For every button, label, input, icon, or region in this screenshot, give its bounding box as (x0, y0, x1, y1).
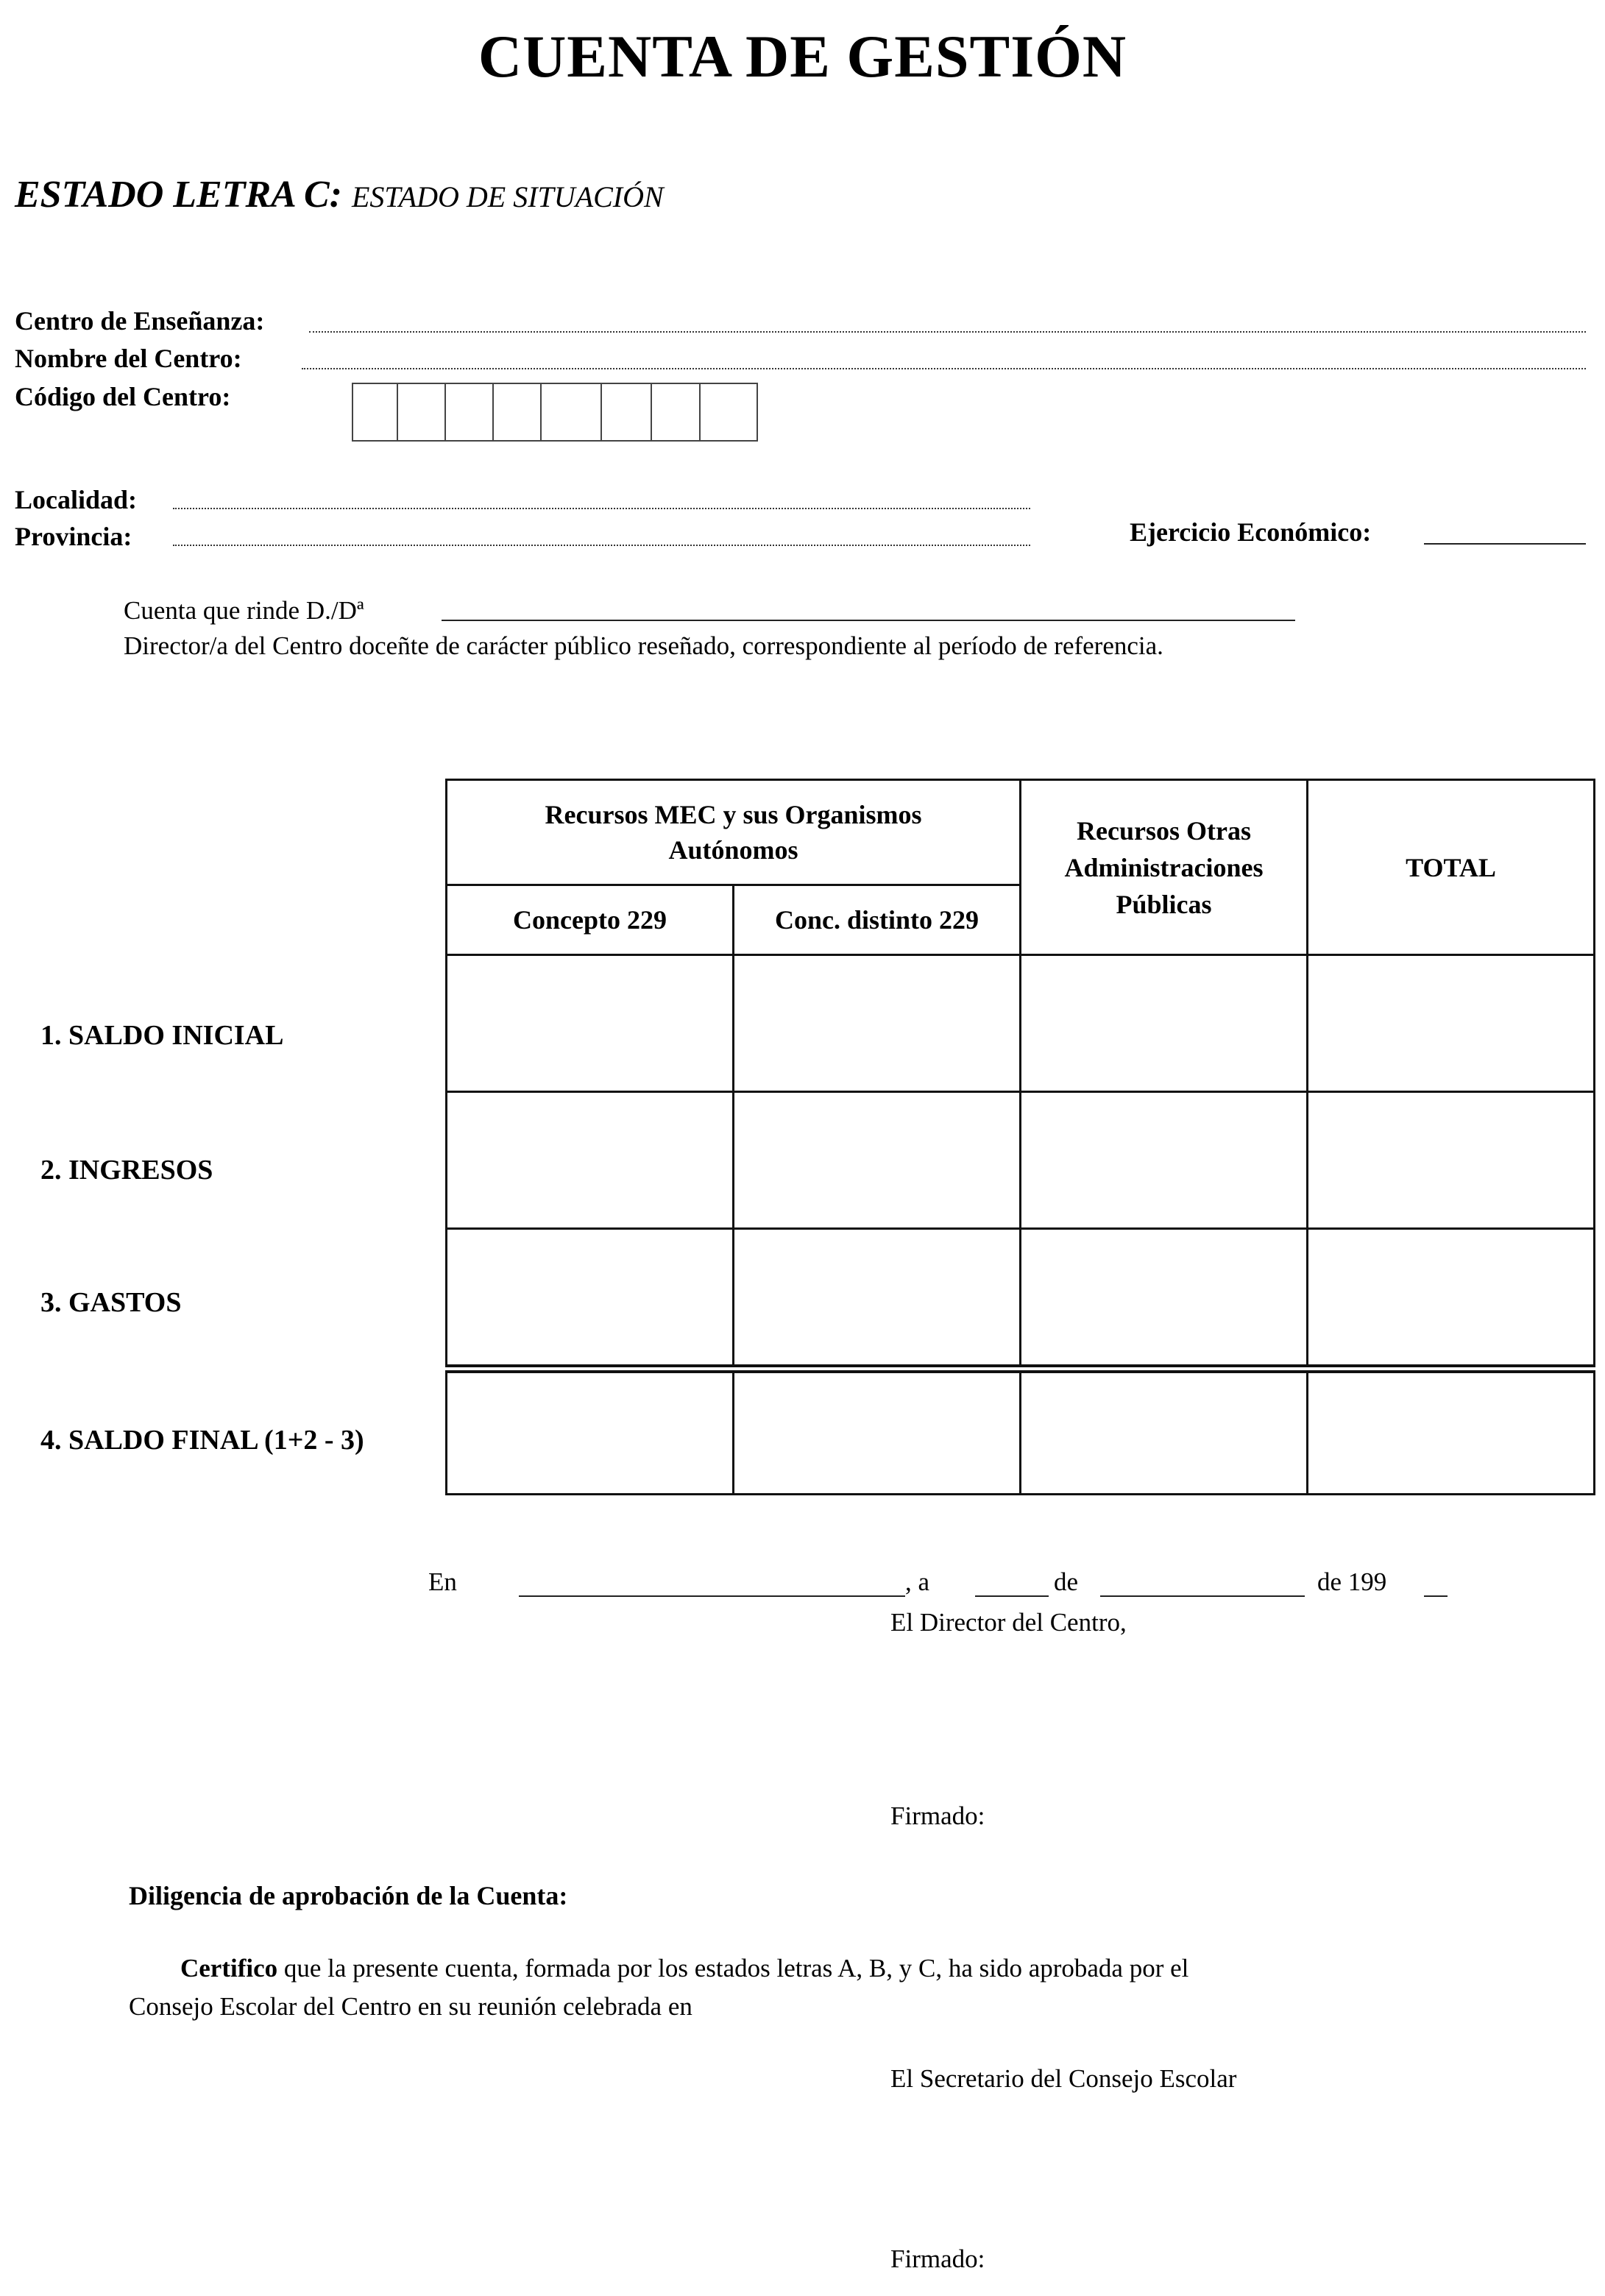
table-cell[interactable] (734, 1229, 1021, 1370)
row-label-ingresos: 2. INGRESOS (40, 1155, 213, 1186)
table-cell[interactable] (1308, 955, 1595, 1092)
table-cell[interactable] (1021, 1369, 1308, 1495)
situacion-table (445, 779, 1595, 1495)
consejo-text: Consejo Escolar del Centro en su reunión celebrada en (129, 1992, 692, 2021)
table-row-ingresos (447, 1092, 1595, 1229)
nombre-centro-line[interactable] (302, 368, 1586, 369)
table-cell[interactable] (734, 955, 1021, 1092)
year-line[interactable] (1424, 1595, 1448, 1597)
a-label: , a (905, 1567, 930, 1596)
table-cell[interactable] (1308, 1369, 1595, 1495)
table-cell[interactable] (447, 1229, 734, 1370)
ejercicio-line[interactable] (1424, 543, 1586, 545)
diligencia-heading: Diligencia de aprobación de la Cuenta: (129, 1881, 568, 1910)
month-line[interactable] (1100, 1595, 1305, 1597)
day-line[interactable] (975, 1595, 1049, 1597)
estado-heading (15, 173, 664, 216)
table-cell[interactable] (447, 1092, 734, 1229)
certifico-text (180, 1954, 1188, 1983)
en-label: En (428, 1567, 457, 1596)
table-row-gastos (447, 1229, 1595, 1370)
firmado-director: Firmado: (890, 1801, 985, 1830)
cuenta-rinde-line[interactable] (442, 620, 1295, 621)
table-cell[interactable] (447, 1369, 734, 1495)
table-cell[interactable] (1021, 955, 1308, 1092)
header-total: TOTAL (1308, 780, 1595, 955)
firmado-secretario: Firmado: (890, 2244, 985, 2273)
certifico-rest: que la presente cuenta, formada por los estados letras A, B, y C, ha sido aprobada por el (277, 1954, 1189, 1983)
header-conc-distinto-229: Conc. distinto 229 (734, 885, 1021, 955)
table-cell[interactable] (1308, 1092, 1595, 1229)
ejercicio-label: Ejercicio Económico: (1130, 517, 1372, 547)
de-year-label: de 199 (1317, 1567, 1387, 1596)
table-cell[interactable] (734, 1092, 1021, 1229)
director-sign-label: El Director del Centro, (890, 1608, 1127, 1637)
codigo-centro-boxes[interactable] (352, 383, 758, 442)
secretario-label: El Secretario del Consejo Escolar (890, 2064, 1237, 2093)
table-cell[interactable] (1308, 1229, 1595, 1370)
localidad-line[interactable] (173, 508, 1030, 509)
row-label-saldo-final: 4. SALDO FINAL (1+2 - 3) (40, 1425, 364, 1456)
document-title: CUENTA DE GESTIÓN (478, 23, 1127, 90)
cuenta-rinde-label: Cuenta que rinde D./Dª (124, 596, 364, 625)
table-cell[interactable] (1021, 1092, 1308, 1229)
centro-ensenanza-line[interactable] (309, 331, 1586, 333)
table-row-saldo-final (447, 1369, 1595, 1495)
centro-ensenanza-label: Centro de Enseñanza: (15, 306, 265, 336)
en-line[interactable] (519, 1595, 905, 1597)
certifico-bold: Certifico (180, 1954, 278, 1983)
table-cell[interactable] (734, 1369, 1021, 1495)
localidad-label: Localidad: (15, 485, 138, 514)
row-label-saldo-inicial: 1. SALDO INICIAL (40, 1020, 284, 1051)
director-text: Director/a del Centro doceñte de carácter público reseñado, correspondiente al período de referencia. (124, 631, 1163, 660)
row-label-gastos: 3. GASTOS (40, 1287, 182, 1318)
estado-label: ESTADO LETRA C: (15, 174, 342, 216)
provincia-line[interactable] (173, 545, 1030, 546)
header-concepto-229: Concepto 229 (447, 885, 734, 955)
table-row-saldo-inicial (447, 955, 1595, 1092)
header-recursos-otras: Recursos Otras Administraciones Públicas (1021, 780, 1308, 955)
codigo-centro-label: Código del Centro: (15, 382, 231, 411)
nombre-centro-label: Nombre del Centro: (15, 344, 242, 373)
table-cell[interactable] (1021, 1229, 1308, 1370)
provincia-label: Provincia: (15, 522, 132, 551)
header-recursos-mec: Recursos MEC y sus Organismos Autónomos (447, 780, 1021, 885)
de-label: de (1054, 1567, 1079, 1596)
table-cell[interactable] (447, 955, 734, 1092)
estado-subtitle: ESTADO DE SITUACIÓN (352, 180, 664, 213)
